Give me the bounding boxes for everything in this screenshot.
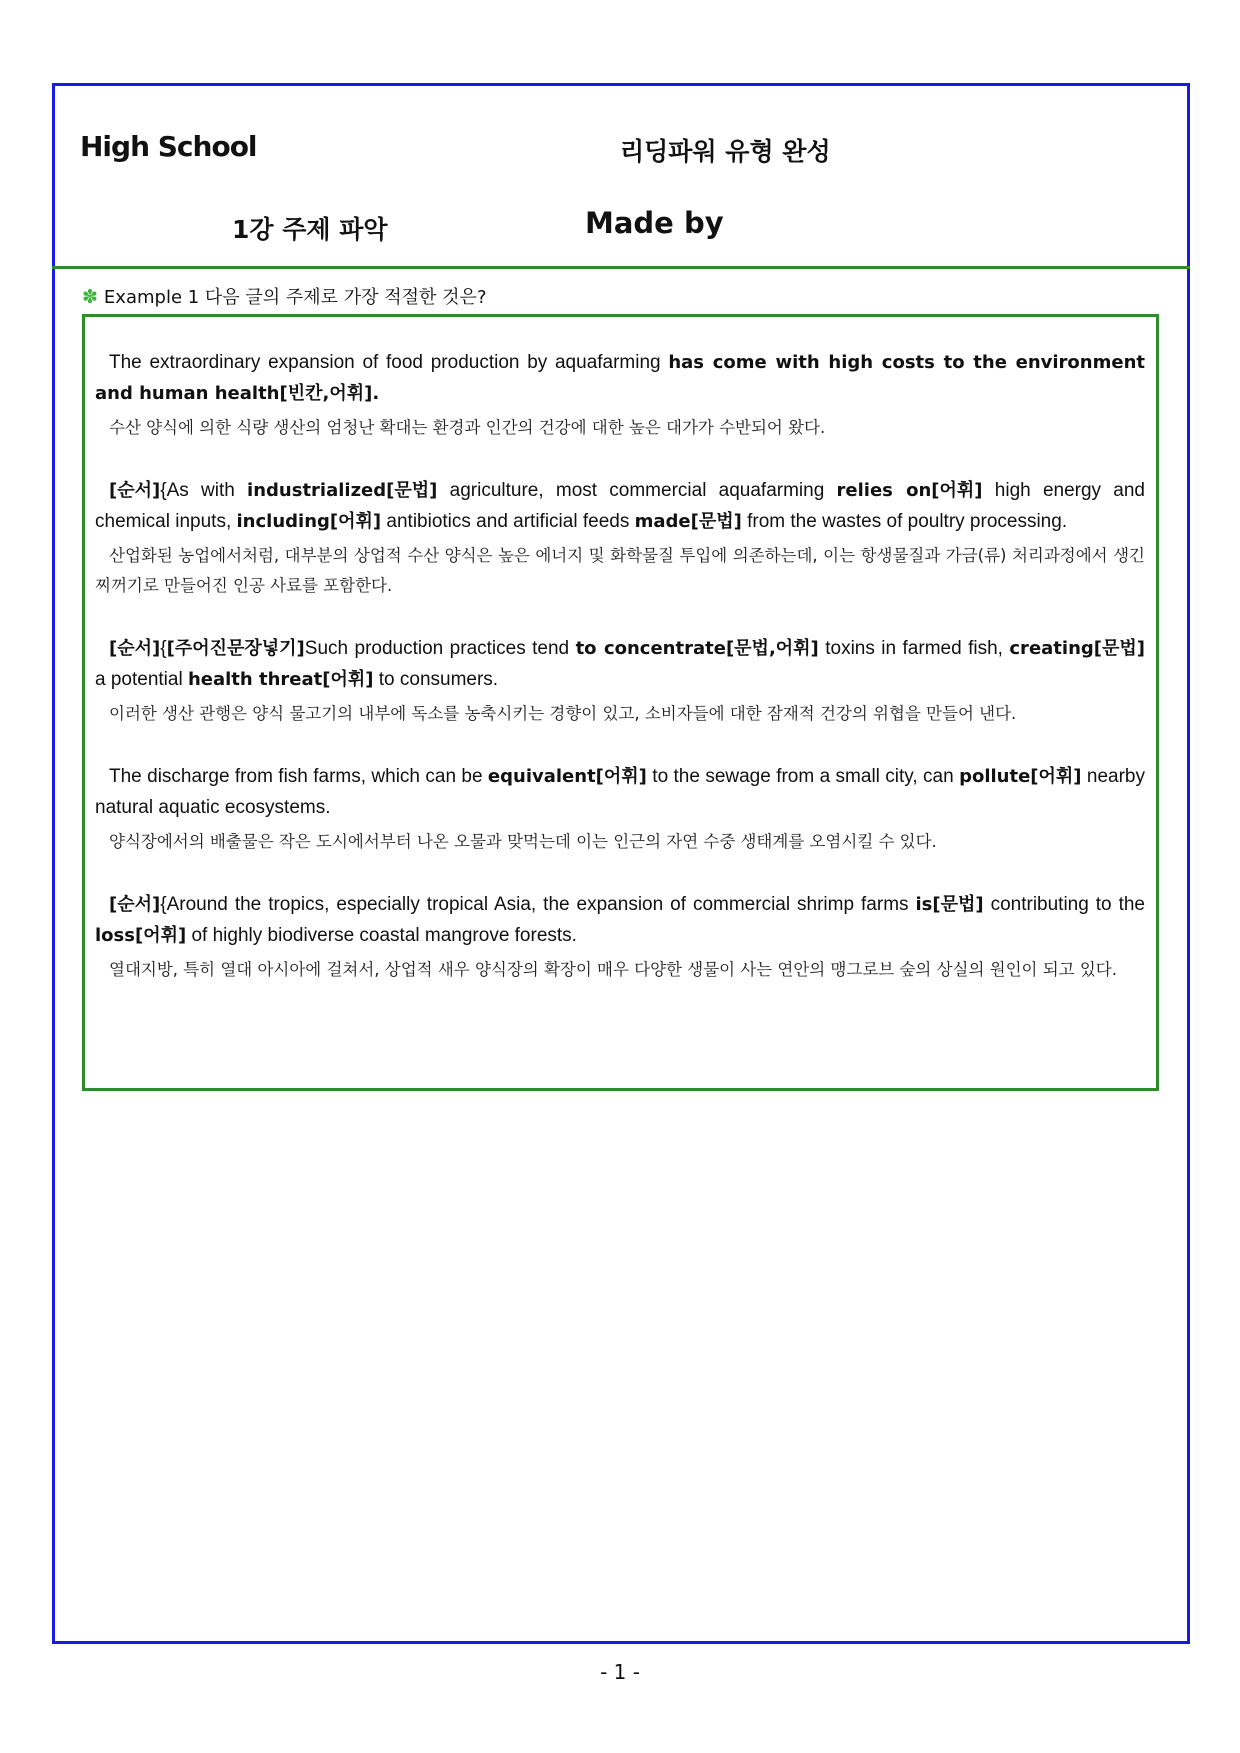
sentence-text: a potential [95, 669, 188, 690]
passage-paragraph [95, 347, 1145, 443]
highlighted-phrase: including[어휘] [236, 511, 382, 532]
korean-translation: 이러한 생산 관행은 양식 물고기의 내부에 독소를 농축시키는 경향이 있고, 소비자들에 대한 잠재적 건강의 위협을 만들어 낸다. [109, 704, 1017, 723]
highlighted-phrase: health threat[어휘] [187, 669, 374, 690]
highlighted-phrase: creating[문법] [1009, 638, 1145, 659]
english-sentence [95, 889, 1145, 951]
lesson-title: 1강 주제 파악 [232, 215, 388, 244]
sentence-text: antibiotics and artificial feeds [381, 511, 635, 532]
highlighted-phrase: made[문법] [634, 511, 742, 532]
sentence-text: {Around the tropics, especially tropical Asia, the expansion of commercial shrimp farms [160, 894, 916, 915]
sentence-text: { [160, 638, 167, 659]
highlighted-phrase: loss[어휘] [95, 925, 187, 946]
highlighted-phrase: pollute[어휘] [959, 766, 1082, 787]
english-sentence [95, 761, 1145, 823]
sentence-text: of highly biodiverse coastal mangrove forests. [186, 925, 577, 946]
passage-paragraph [95, 475, 1145, 601]
sentence-text: The extraordinary expansion of food production by aquafarming [109, 352, 669, 373]
highlighted-phrase: [순서] [109, 480, 161, 501]
highlighted-phrase: . [372, 383, 380, 404]
highlighted-phrase: is[문법] [915, 894, 984, 915]
sentence-text: to the sewage from a small city, can [646, 766, 960, 787]
highlighted-phrase: equivalent[어휘] [487, 766, 647, 787]
passage-box [82, 314, 1159, 1091]
korean-translation: 열대지방, 특히 열대 아시아에 걸쳐서, 상업적 새우 양식장의 확장이 매우 다양한 생물이 사는 연안의 맹그로브 숲의 상실의 원인이 되고 있다. [109, 960, 1117, 979]
passage-paragraph [95, 889, 1145, 985]
school-level-title: High School [80, 130, 257, 163]
english-sentence [95, 347, 1145, 409]
highlighted-phrase: [순서] [109, 894, 161, 915]
passage-paragraph [95, 633, 1145, 729]
sentence-text: toxins in farmed fish, [818, 638, 1010, 659]
english-sentence [95, 475, 1145, 537]
highlighted-phrase: industrialized[문법] [247, 480, 438, 501]
sentence-text: from the wastes of poultry processing. [741, 511, 1068, 532]
highlighted-phrase: [순서] [109, 638, 161, 659]
sentence-text: The discharge from fish farms, which can be [109, 766, 488, 787]
sentence-text: to consumers. [373, 669, 499, 690]
sentence-text: Such production practices tend [304, 638, 576, 659]
example-heading [82, 283, 487, 309]
english-sentence [95, 633, 1145, 695]
made-by-label: Made by [585, 206, 724, 240]
sentence-text: agriculture, most commercial aquafarming [437, 480, 837, 501]
header-divider [52, 266, 1190, 269]
highlighted-phrase: to concentrate[문법,어휘] [575, 638, 819, 659]
sentence-text: nearby natural aquatic ecosystems. [95, 766, 1145, 818]
book-title: 리딩파워 유형 완성 [620, 137, 831, 166]
highlighted-phrase: relies on[어휘] [836, 480, 983, 501]
passage-paragraph [95, 761, 1145, 857]
sentence-text: {As with [160, 480, 248, 501]
korean-translation: 산업화된 농업에서처럼, 대부분의 상업적 수산 양식은 높은 에너지 및 화학물질 투입에 의존하는데, 이는 항생물질과 가금(류) 처리과정에서 생긴 찌꺼기로 만들어진 인공 사료를 포함한다. [95, 546, 1145, 595]
highlighted-phrase: has come with high costs to the environment and human health[빈칸,어휘] [95, 352, 1145, 404]
sentence-text: contributing to the [983, 894, 1145, 915]
sentence-text: high energy and chemical inputs, [95, 480, 1145, 532]
highlighted-phrase: [주어진문장넣기] [166, 638, 305, 659]
korean-translation: 양식장에서의 배출물은 작은 도시에서부터 나온 오물과 맞먹는데 이는 인근의 자연 수중 생태계를 오염시킬 수 있다. [109, 832, 937, 851]
passage-content [95, 347, 1145, 1017]
page-number: - 1 - [600, 1660, 640, 1684]
example-label: Example 1 다음 글의 주제로 가장 적절한 것은? [103, 287, 487, 308]
korean-translation: 수산 양식에 의한 식량 생산의 엄청난 확대는 환경과 인간의 건강에 대한 높은 대가가 수반되어 왔다. [109, 418, 826, 437]
clover-icon: ✽ [82, 286, 98, 308]
